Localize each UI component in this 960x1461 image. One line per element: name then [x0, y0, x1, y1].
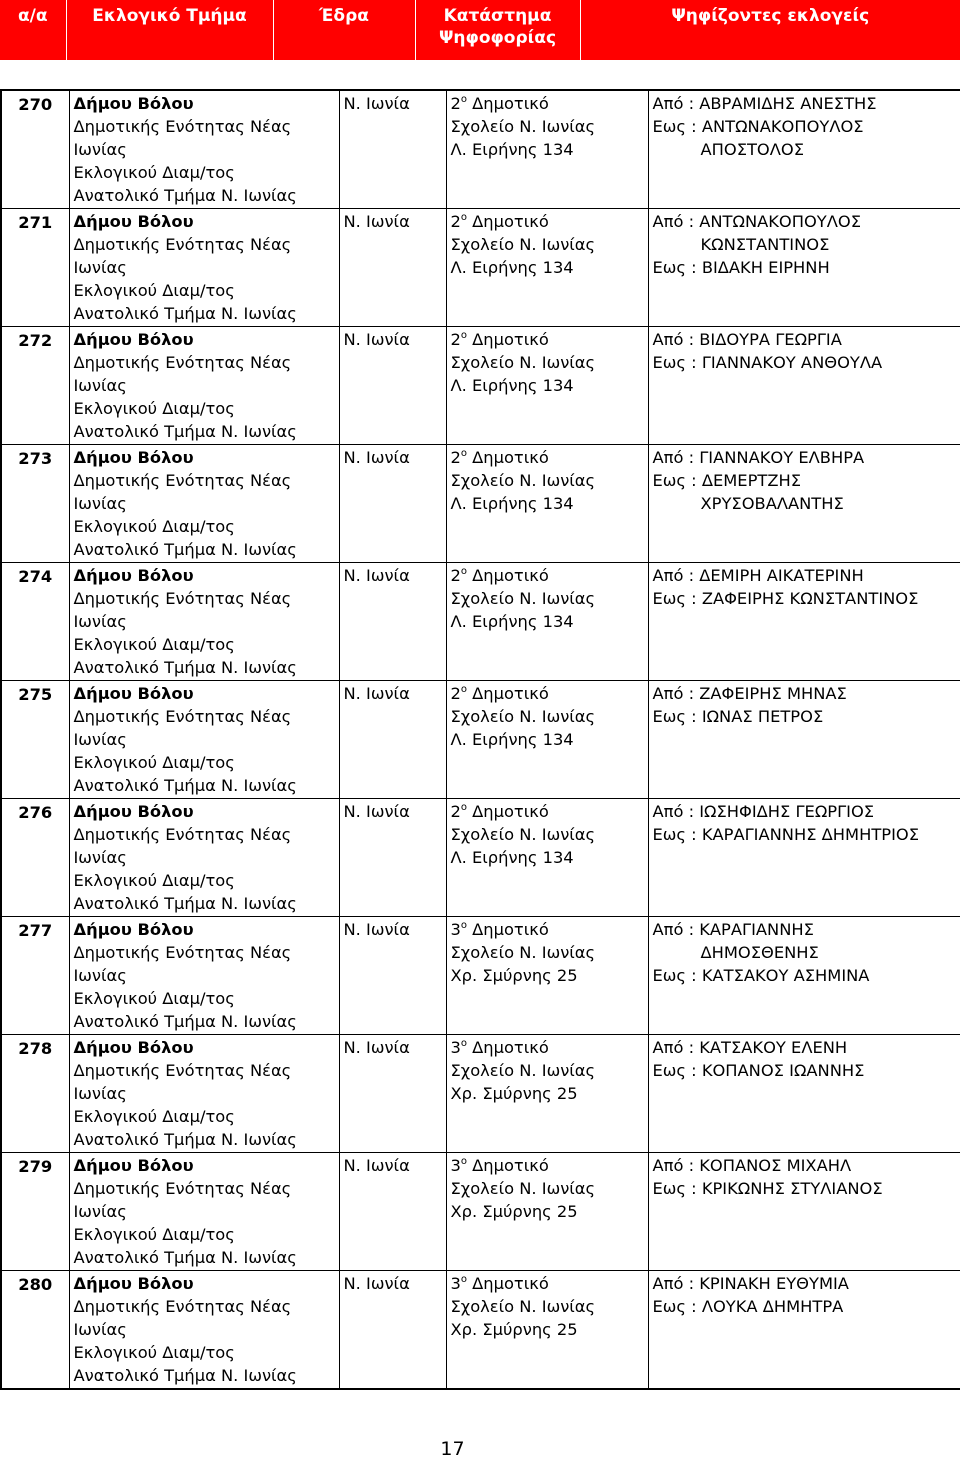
- district-line: Ανατολικό Τμήμα Ν. Ιωνίας: [73, 186, 297, 205]
- table-row: [1, 90, 960, 209]
- school-name: [451, 210, 644, 233]
- section-district: [69, 917, 339, 1035]
- voters-line: ΑΠΟΣΤΟΛΟΣ: [700, 140, 804, 159]
- district-line: Ανατολικό Τμήμα Ν. Ιωνίας: [73, 422, 297, 441]
- school-line: Σχολείο Ν. Ιωνίας: [450, 117, 596, 136]
- voters-range: [648, 681, 960, 799]
- table-row: [1, 917, 960, 1035]
- school-type: Δημοτικό: [466, 920, 549, 939]
- section-number: 278: [1, 1035, 69, 1153]
- district-line: Εκλογικού Διαμ/τος: [73, 1343, 235, 1362]
- header-voters: Ψηφίζοντες εκλογείς: [580, 0, 960, 60]
- voters-range: [648, 209, 960, 327]
- seat-cell: Ν. Ιωνία: [339, 1035, 446, 1153]
- school-number: 2: [450, 802, 461, 821]
- seat-cell: Ν. Ιωνία: [339, 445, 446, 563]
- polling-station: [446, 1271, 648, 1390]
- voters-line: Εως : ΚΑΤΣΑΚΟΥ ΑΣΗΜΙΝΑ: [652, 966, 870, 985]
- voters-line: Από : ΖΑΦΕΙΡΗΣ ΜΗΝΑΣ: [652, 684, 847, 703]
- table-row: [1, 1153, 960, 1271]
- school-line: Σχολείο Ν. Ιωνίας: [450, 943, 596, 962]
- voters-line: Εως : ΓΙΑΝΝΑΚΟΥ ΑΝΘΟΥΛΑ: [652, 353, 883, 372]
- school-line: Σχολείο Ν. Ιωνίας: [450, 825, 596, 844]
- district-line: Εκλογικού Διαμ/τος: [73, 1107, 235, 1126]
- polling-station: [446, 563, 648, 681]
- voters-line: Από : ΙΩΣΗΦΙΔΗΣ ΓΕΩΡΓΙΟΣ: [652, 802, 875, 821]
- school-address: Χρ. Σμύρνης 25: [450, 1084, 578, 1103]
- voters-line: ΔΗΜΟΣΘΕΝΗΣ: [700, 943, 819, 962]
- school-number: 2: [450, 448, 461, 467]
- school-name: [451, 564, 644, 587]
- voters-line: Εως : ΛΟΥΚΑ ΔΗΜΗΤΡΑ: [652, 1297, 844, 1316]
- voters-line: ΚΩΝΣΤΑΝΤΙΝΟΣ: [700, 235, 830, 254]
- ordinal-suffix: ο: [460, 212, 467, 223]
- school-number: 2: [450, 212, 461, 231]
- school-name: [451, 918, 644, 941]
- section-number: 277: [1, 917, 69, 1035]
- seat-cell: Ν. Ιωνία: [339, 681, 446, 799]
- school-name: [451, 800, 644, 823]
- school-address: Λ. Ειρήνης 134: [450, 612, 574, 631]
- table-row: [1, 1035, 960, 1153]
- district-line: Δημοτικής Ενότητας Νέας: [73, 825, 292, 844]
- voters-line: Από : ΚΑΤΣΑΚΟΥ ΕΛΕΝΗ: [652, 1038, 848, 1057]
- page-number: 17: [440, 1438, 465, 1460]
- ordinal-suffix: ο: [460, 1038, 467, 1049]
- school-address: Λ. Ειρήνης 134: [450, 848, 574, 867]
- voters-line: Εως : ΒΙΔΑΚΗ ΕΙΡΗΝΗ: [652, 258, 830, 277]
- section-district: [69, 1153, 339, 1271]
- school-line: Σχολείο Ν. Ιωνίας: [450, 471, 596, 490]
- voters-range: [648, 563, 960, 681]
- district-line: Εκλογικού Διαμ/τος: [73, 163, 235, 182]
- district-line: Ανατολικό Τμήμα Ν. Ιωνίας: [73, 1366, 297, 1385]
- school-number: 2: [450, 330, 461, 349]
- district-title: Δήμου Βόλου: [73, 212, 194, 231]
- header-store: Κατάστημα Ψηφοφορίας: [415, 0, 580, 60]
- school-line: Σχολείο Ν. Ιωνίας: [450, 1297, 596, 1316]
- section-district: [69, 681, 339, 799]
- ordinal-suffix: ο: [460, 684, 467, 695]
- district-title: Δήμου Βόλου: [73, 448, 194, 467]
- school-line: Σχολείο Ν. Ιωνίας: [450, 707, 596, 726]
- polling-station: [446, 327, 648, 445]
- school-name: [451, 1272, 644, 1295]
- ordinal-suffix: ο: [460, 802, 467, 813]
- ordinal-suffix: ο: [460, 1274, 467, 1285]
- district-title: Δήμου Βόλου: [73, 802, 194, 821]
- school-number: 3: [450, 1156, 461, 1175]
- school-address: Λ. Ειρήνης 134: [450, 376, 574, 395]
- school-address: Χρ. Σμύρνης 25: [450, 1320, 578, 1339]
- ordinal-suffix: ο: [460, 566, 467, 577]
- district-line: Ιωνίας: [73, 1084, 127, 1103]
- section-district: [69, 445, 339, 563]
- district-line: Εκλογικού Διαμ/τος: [73, 517, 235, 536]
- district-title: Δήμου Βόλου: [73, 330, 194, 349]
- district-line: Εκλογικού Διαμ/τος: [73, 989, 235, 1008]
- voters-line: Εως : ΚΑΡΑΓΙΑΝΝΗΣ ΔΗΜΗΤΡΙΟΣ: [652, 825, 919, 844]
- voters-line: Από : ΒΙΔΟΥΡΑ ΓΕΩΡΓΙΑ: [652, 330, 842, 349]
- section-district: [69, 90, 339, 209]
- header-seat: Έδρα: [273, 0, 415, 60]
- district-line: Δημοτικής Ενότητας Νέας: [73, 707, 292, 726]
- section-number: 279: [1, 1153, 69, 1271]
- district-line: Ανατολικό Τμήμα Ν. Ιωνίας: [73, 894, 297, 913]
- district-line: Ανατολικό Τμήμα Ν. Ιωνίας: [73, 776, 297, 795]
- voters-range: [648, 327, 960, 445]
- section-number: 271: [1, 209, 69, 327]
- district-line: Ιωνίας: [73, 730, 127, 749]
- ordinal-suffix: ο: [460, 448, 467, 459]
- section-number: 272: [1, 327, 69, 445]
- district-line: Ιωνίας: [73, 966, 127, 985]
- school-name: [451, 446, 644, 469]
- voters-range: [648, 1035, 960, 1153]
- district-title: Δήμου Βόλου: [73, 1156, 194, 1175]
- district-title: Δήμου Βόλου: [73, 920, 194, 939]
- district-title: Δήμου Βόλου: [73, 1038, 194, 1057]
- district-line: Δημοτικής Ενότητας Νέας: [73, 1179, 292, 1198]
- school-name: [451, 1036, 644, 1059]
- polling-station: [446, 799, 648, 917]
- district-line: Εκλογικού Διαμ/τος: [73, 871, 235, 890]
- section-number: 274: [1, 563, 69, 681]
- district-line: Ανατολικό Τμήμα Ν. Ιωνίας: [73, 1012, 297, 1031]
- school-type: Δημοτικό: [466, 802, 549, 821]
- school-type: Δημοτικό: [466, 566, 549, 585]
- district-line: Ιωνίας: [73, 376, 127, 395]
- district-line: Δημοτικής Ενότητας Νέας: [73, 353, 292, 372]
- school-line: Σχολείο Ν. Ιωνίας: [450, 235, 596, 254]
- school-line: Σχολείο Ν. Ιωνίας: [450, 1179, 596, 1198]
- district-line: Εκλογικού Διαμ/τος: [73, 1225, 235, 1244]
- district-line: Ιωνίας: [73, 1202, 127, 1221]
- district-line: Ιωνίας: [73, 1320, 127, 1339]
- school-type: Δημοτικό: [466, 1156, 549, 1175]
- table-header: [0, 0, 960, 60]
- voters-line: Από : ΚΡΙΝΑΚΗ ΕΥΘΥΜΙΑ: [652, 1274, 849, 1293]
- section-district: [69, 1271, 339, 1390]
- header-section: Εκλογικό Τμήμα: [66, 0, 273, 60]
- school-address: Λ. Ειρήνης 134: [450, 494, 574, 513]
- district-title: Δήμου Βόλου: [73, 684, 194, 703]
- section-district: [69, 799, 339, 917]
- section-number: 273: [1, 445, 69, 563]
- table-row: [1, 563, 960, 681]
- school-name: [451, 682, 644, 705]
- school-number: 3: [450, 1274, 461, 1293]
- school-type: Δημοτικό: [466, 1274, 549, 1293]
- school-type: Δημοτικό: [466, 684, 549, 703]
- district-line: Ιωνίας: [73, 494, 127, 513]
- school-number: 3: [450, 1038, 461, 1057]
- district-title: Δήμου Βόλου: [73, 1274, 194, 1293]
- seat-cell: Ν. Ιωνία: [339, 327, 446, 445]
- school-address: Χρ. Σμύρνης 25: [450, 1202, 578, 1221]
- school-address: Λ. Ειρήνης 134: [450, 730, 574, 749]
- district-title: Δήμου Βόλου: [73, 94, 194, 113]
- school-number: 3: [450, 920, 461, 939]
- school-address: Λ. Ειρήνης 134: [450, 258, 574, 277]
- district-line: Ανατολικό Τμήμα Ν. Ιωνίας: [73, 1248, 297, 1267]
- school-line: Σχολείο Ν. Ιωνίας: [450, 589, 596, 608]
- polling-table-body: [1, 90, 960, 1389]
- district-line: Εκλογικού Διαμ/τος: [73, 753, 235, 772]
- seat-cell: Ν. Ιωνία: [339, 799, 446, 917]
- seat-cell: Ν. Ιωνία: [339, 1271, 446, 1390]
- table-row: [1, 445, 960, 563]
- school-line: Σχολείο Ν. Ιωνίας: [450, 1061, 596, 1080]
- voters-line: Από : ΚΟΠΑΝΟΣ ΜΙΧΑΗΛ: [652, 1156, 852, 1175]
- district-line: Ιωνίας: [73, 140, 127, 159]
- school-type: Δημοτικό: [466, 330, 549, 349]
- district-line: Δημοτικής Ενότητας Νέας: [73, 943, 292, 962]
- section-district: [69, 327, 339, 445]
- voters-line: Εως : ΚΡΙΚΩΝΗΣ ΣΤΥΛΙΑΝΟΣ: [652, 1179, 883, 1198]
- school-number: 2: [450, 566, 461, 585]
- school-name: [451, 92, 644, 115]
- district-line: Δημοτικής Ενότητας Νέας: [73, 471, 292, 490]
- voters-line: Από : ΑΝΤΩΝΑΚΟΠΟΥΛΟΣ: [652, 212, 861, 231]
- school-type: Δημοτικό: [466, 1038, 549, 1057]
- voters-line: Εως : ΖΑΦΕΙΡΗΣ ΚΩΝΣΤΑΝΤΙΝΟΣ: [652, 589, 919, 608]
- voters-line: Από : ΑΒΡΑΜΙΔΗΣ ΑΝΕΣΤΗΣ: [652, 94, 877, 113]
- school-type: Δημοτικό: [466, 212, 549, 231]
- ordinal-suffix: ο: [460, 94, 467, 105]
- school-name: [451, 328, 644, 351]
- school-type: Δημοτικό: [466, 448, 549, 467]
- district-line: Εκλογικού Διαμ/τος: [73, 635, 235, 654]
- school-number: 2: [450, 684, 461, 703]
- district-line: Δημοτικής Ενότητας Νέας: [73, 589, 292, 608]
- ordinal-suffix: ο: [460, 330, 467, 341]
- ordinal-suffix: ο: [460, 1156, 467, 1167]
- section-number: 276: [1, 799, 69, 917]
- header-number: α/α: [17, 6, 48, 26]
- school-name: [451, 1154, 644, 1177]
- table-row: [1, 799, 960, 917]
- voters-line: Εως : ΚΟΠΑΝΟΣ ΙΩΑΝΝΗΣ: [652, 1061, 865, 1080]
- seat-cell: Ν. Ιωνία: [339, 563, 446, 681]
- table-row: [1, 327, 960, 445]
- district-line: Δημοτικής Ενότητας Νέας: [73, 1061, 292, 1080]
- table-row: [1, 681, 960, 799]
- ordinal-suffix: ο: [460, 920, 467, 931]
- school-address: Λ. Ειρήνης 134: [450, 140, 574, 159]
- polling-station: [446, 209, 648, 327]
- voters-range: [648, 90, 960, 209]
- district-line: Ανατολικό Τμήμα Ν. Ιωνίας: [73, 540, 297, 559]
- district-line: Ιωνίας: [73, 258, 127, 277]
- section-number: 275: [1, 681, 69, 799]
- voters-line: Από : ΚΑΡΑΓΙΑΝΝΗΣ: [652, 920, 814, 939]
- district-line: Δημοτικής Ενότητας Νέας: [73, 117, 292, 136]
- school-number: 2: [450, 94, 461, 113]
- polling-station: [446, 445, 648, 563]
- district-line: Ιωνίας: [73, 848, 127, 867]
- section-district: [69, 209, 339, 327]
- voters-range: [648, 799, 960, 917]
- voters-line: Εως : ΙΩΝΑΣ ΠΕΤΡΟΣ: [652, 707, 824, 726]
- voters-line: Εως : ΑΝΤΩΝΑΚΟΠΟΥΛΟΣ: [652, 117, 864, 136]
- district-line: Ιωνίας: [73, 612, 127, 631]
- section-district: [69, 563, 339, 681]
- voters-line: Εως : ΔΕΜΕΡΤΖΗΣ: [652, 471, 802, 490]
- polling-table: [0, 89, 960, 1390]
- section-number: 270: [1, 90, 69, 209]
- school-line: Σχολείο Ν. Ιωνίας: [450, 353, 596, 372]
- voters-range: [648, 1153, 960, 1271]
- district-line: Ανατολικό Τμήμα Ν. Ιωνίας: [73, 1130, 297, 1149]
- table-row: [1, 1271, 960, 1390]
- district-line: Εκλογικού Διαμ/τος: [73, 399, 235, 418]
- voters-range: [648, 917, 960, 1035]
- polling-station: [446, 90, 648, 209]
- district-line: Δημοτικής Ενότητας Νέας: [73, 1297, 292, 1316]
- voters-line: Από : ΔΕΜΙΡΗ ΑΙΚΑΤΕΡΙΝΗ: [652, 566, 864, 585]
- section-number: 280: [1, 1271, 69, 1390]
- school-address: Χρ. Σμύρνης 25: [450, 966, 578, 985]
- district-title: Δήμου Βόλου: [73, 566, 194, 585]
- seat-cell: Ν. Ιωνία: [339, 1153, 446, 1271]
- voters-line: ΧΡΥΣΟΒΑΛΑΝΤΗΣ: [700, 494, 844, 513]
- school-type: Δημοτικό: [466, 94, 549, 113]
- district-line: Ανατολικό Τμήμα Ν. Ιωνίας: [73, 658, 297, 677]
- polling-station: [446, 1153, 648, 1271]
- district-line: Εκλογικού Διαμ/τος: [73, 281, 235, 300]
- voters-line: Από : ΓΙΑΝΝΑΚΟΥ ΕΛΒΗΡΑ: [652, 448, 865, 467]
- district-line: Ανατολικό Τμήμα Ν. Ιωνίας: [73, 304, 297, 323]
- district-line: Δημοτικής Ενότητας Νέας: [73, 235, 292, 254]
- polling-station: [446, 1035, 648, 1153]
- seat-cell: Ν. Ιωνία: [339, 209, 446, 327]
- voters-range: [648, 445, 960, 563]
- polling-station: [446, 681, 648, 799]
- voters-range: [648, 1271, 960, 1390]
- seat-cell: Ν. Ιωνία: [339, 917, 446, 1035]
- table-row: [1, 209, 960, 327]
- seat-cell: Ν. Ιωνία: [339, 90, 446, 209]
- section-district: [69, 1035, 339, 1153]
- polling-station: [446, 917, 648, 1035]
